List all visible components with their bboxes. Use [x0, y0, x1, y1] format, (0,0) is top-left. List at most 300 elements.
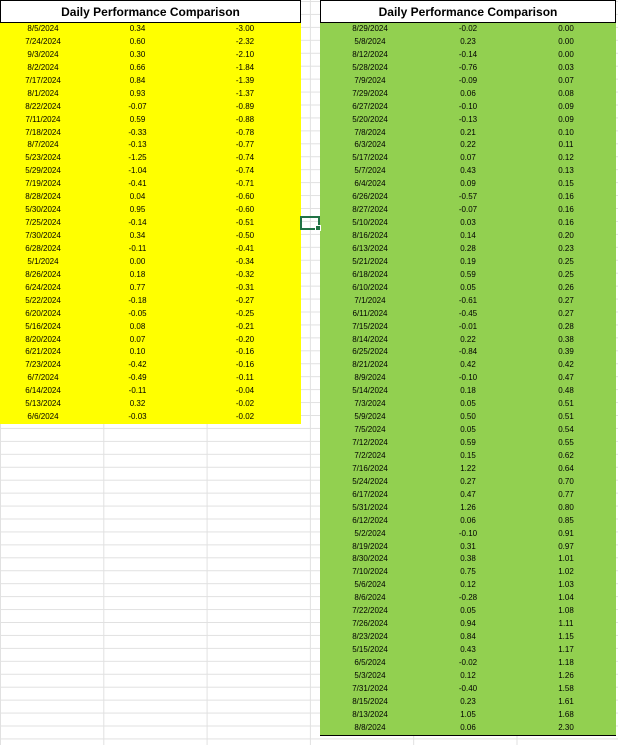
date-cell[interactable]: 7/22/2024 — [352, 606, 388, 616]
table-row[interactable] — [0, 295, 301, 308]
date-cell[interactable]: 8/21/2024 — [352, 360, 388, 370]
table-row[interactable] — [320, 49, 616, 62]
table-row[interactable] — [0, 282, 301, 295]
value-cell[interactable]: 0.75 — [460, 567, 476, 577]
date-cell[interactable]: 8/27/2024 — [352, 205, 388, 215]
comparison-cell[interactable]: 0.28 — [558, 321, 574, 331]
table-row[interactable] — [320, 152, 616, 165]
comparison-cell[interactable]: 0.91 — [558, 528, 574, 538]
comparison-cell[interactable]: -0.02 — [235, 399, 255, 409]
value-cell[interactable]: -0.61 — [458, 295, 478, 305]
value-cell[interactable]: -0.02 — [458, 24, 478, 33]
comparison-cell[interactable]: 0.25 — [558, 256, 574, 266]
table-row[interactable] — [0, 385, 301, 398]
date-cell[interactable]: 7/11/2024 — [25, 114, 61, 124]
date-cell[interactable]: 7/26/2024 — [352, 619, 388, 629]
left-table-title[interactable]: Daily Performance Comparison — [0, 0, 301, 23]
table-row[interactable] — [320, 191, 616, 204]
comparison-cell[interactable]: -0.88 — [235, 114, 255, 124]
comparison-cell[interactable]: 0.55 — [558, 438, 574, 447]
comparison-cell[interactable]: -0.50 — [235, 231, 255, 240]
table-row[interactable] — [320, 618, 616, 631]
comparison-cell[interactable]: 0.97 — [558, 541, 574, 551]
date-cell[interactable]: 6/13/2024 — [352, 243, 388, 253]
comparison-cell[interactable]: 1.01 — [558, 554, 574, 564]
table-row[interactable] — [320, 657, 616, 670]
date-cell[interactable]: 7/16/2024 — [352, 463, 388, 473]
table-row[interactable] — [320, 605, 616, 618]
value-cell[interactable]: 0.05 — [460, 282, 476, 292]
value-cell[interactable]: 1.05 — [460, 709, 476, 719]
value-cell[interactable]: 0.32 — [129, 399, 146, 409]
comparison-cell[interactable]: 1.26 — [558, 670, 574, 680]
date-cell[interactable]: 8/7/2024 — [27, 140, 59, 150]
date-cell[interactable]: 7/23/2024 — [25, 360, 61, 370]
date-cell[interactable]: 5/29/2024 — [25, 166, 61, 176]
comparison-cell[interactable]: 0.13 — [558, 166, 574, 176]
comparison-cell[interactable]: 1.04 — [558, 593, 574, 603]
table-row[interactable] — [0, 88, 301, 101]
table-row[interactable] — [0, 75, 301, 88]
table-row[interactable] — [320, 592, 616, 605]
value-cell[interactable]: 0.59 — [460, 269, 476, 279]
value-cell[interactable]: -0.76 — [458, 62, 478, 72]
date-cell[interactable]: 6/25/2024 — [352, 347, 388, 357]
comparison-cell[interactable]: 0.51 — [558, 412, 574, 422]
date-cell[interactable]: 8/13/2024 — [352, 709, 388, 719]
date-cell[interactable]: 8/14/2024 — [352, 334, 388, 344]
table-row[interactable] — [0, 230, 301, 243]
selected-cell[interactable] — [300, 216, 320, 230]
comparison-cell[interactable]: 0.54 — [558, 425, 574, 435]
table-row[interactable] — [320, 321, 616, 334]
table-row[interactable] — [0, 127, 301, 140]
comparison-cell[interactable]: 1.18 — [558, 657, 574, 667]
value-cell[interactable]: 0.66 — [129, 62, 146, 72]
value-cell[interactable]: 0.59 — [460, 438, 476, 447]
value-cell[interactable]: 0.10 — [129, 347, 146, 357]
value-cell[interactable]: 0.84 — [129, 75, 146, 85]
date-cell[interactable]: 6/26/2024 — [352, 192, 388, 202]
value-cell[interactable]: 0.43 — [460, 166, 476, 176]
table-row[interactable] — [0, 23, 301, 36]
comparison-cell[interactable]: -1.37 — [235, 88, 255, 98]
table-row[interactable] — [320, 541, 616, 554]
comparison-cell[interactable]: 0.47 — [558, 373, 574, 383]
date-cell[interactable]: 8/19/2024 — [352, 541, 388, 551]
comparison-cell[interactable]: -0.11 — [236, 373, 254, 383]
table-row[interactable] — [320, 450, 616, 463]
comparison-cell[interactable]: -0.25 — [235, 308, 255, 318]
date-cell[interactable]: 5/31/2024 — [352, 502, 388, 512]
value-cell[interactable]: 0.07 — [129, 334, 146, 344]
comparison-cell[interactable]: 1.08 — [558, 606, 574, 616]
value-cell[interactable]: 0.22 — [460, 334, 476, 344]
table-row[interactable] — [0, 114, 301, 127]
date-cell[interactable]: 5/15/2024 — [352, 645, 388, 654]
value-cell[interactable]: -0.09 — [458, 75, 478, 85]
date-cell[interactable]: 5/17/2024 — [352, 153, 388, 163]
value-cell[interactable]: -0.14 — [458, 49, 478, 59]
comparison-cell[interactable]: 0.20 — [558, 231, 574, 240]
table-row[interactable] — [0, 152, 301, 165]
date-cell[interactable]: 7/1/2024 — [354, 295, 386, 305]
date-cell[interactable]: 7/8/2024 — [354, 127, 386, 137]
table-row[interactable] — [320, 256, 616, 269]
date-cell[interactable]: 7/3/2024 — [354, 399, 386, 409]
date-cell[interactable]: 5/22/2024 — [25, 295, 61, 305]
date-cell[interactable]: 8/12/2024 — [352, 49, 388, 59]
date-cell[interactable]: 8/30/2024 — [352, 554, 388, 564]
value-cell[interactable]: -0.05 — [128, 308, 147, 318]
value-cell[interactable]: -1.25 — [128, 153, 147, 163]
date-cell[interactable]: 6/3/2024 — [354, 140, 386, 150]
value-cell[interactable]: 0.77 — [129, 282, 146, 292]
table-row[interactable] — [0, 101, 301, 114]
value-cell[interactable]: -0.10 — [458, 101, 478, 111]
table-row[interactable] — [320, 359, 616, 372]
date-cell[interactable]: 5/21/2024 — [352, 256, 388, 266]
table-row[interactable] — [320, 463, 616, 476]
table-row[interactable] — [320, 139, 616, 152]
table-row[interactable] — [0, 165, 301, 178]
table-row[interactable] — [320, 101, 616, 114]
date-cell[interactable]: 7/2/2024 — [354, 450, 386, 460]
date-cell[interactable]: 8/20/2024 — [25, 334, 61, 344]
value-cell[interactable]: 0.18 — [129, 269, 146, 279]
comparison-cell[interactable]: 0.26 — [558, 282, 574, 292]
comparison-cell[interactable]: -0.60 — [235, 205, 255, 215]
value-cell[interactable]: -0.01 — [458, 321, 478, 331]
comparison-cell[interactable]: 1.61 — [558, 696, 574, 706]
value-cell[interactable]: 0.43 — [460, 645, 476, 654]
value-cell[interactable]: 0.05 — [460, 425, 476, 435]
value-cell[interactable]: -0.28 — [458, 593, 478, 603]
date-cell[interactable]: 8/16/2024 — [352, 231, 388, 240]
value-cell[interactable]: 0.84 — [460, 632, 476, 642]
value-cell[interactable]: 0.34 — [129, 24, 146, 33]
comparison-cell[interactable]: -0.89 — [235, 101, 255, 111]
comparison-cell[interactable]: -0.27 — [235, 295, 255, 305]
comparison-cell[interactable]: -0.16 — [235, 347, 255, 357]
table-row[interactable] — [320, 243, 616, 256]
comparison-cell[interactable]: 0.16 — [558, 218, 574, 228]
date-cell[interactable]: 5/28/2024 — [352, 62, 388, 72]
value-cell[interactable]: 0.18 — [460, 386, 476, 396]
comparison-cell[interactable]: 0.03 — [558, 62, 574, 72]
comparison-cell[interactable]: 0.27 — [558, 295, 574, 305]
date-cell[interactable]: 6/5/2024 — [354, 657, 386, 667]
comparison-cell[interactable]: 0.08 — [558, 88, 574, 98]
table-row[interactable] — [320, 36, 616, 49]
value-cell[interactable]: 0.93 — [129, 88, 146, 98]
date-cell[interactable]: 8/9/2024 — [354, 373, 386, 383]
value-cell[interactable]: 0.07 — [460, 153, 476, 163]
date-cell[interactable]: 7/29/2024 — [352, 88, 388, 98]
comparison-cell[interactable]: 0.10 — [558, 127, 574, 137]
value-cell[interactable]: 0.23 — [460, 36, 476, 46]
table-row[interactable] — [0, 398, 301, 411]
table-row[interactable] — [320, 334, 616, 347]
comparison-cell[interactable]: -0.20 — [235, 334, 255, 344]
date-cell[interactable]: 7/12/2024 — [352, 438, 388, 447]
value-cell[interactable]: -0.49 — [128, 373, 147, 383]
table-row[interactable] — [320, 411, 616, 424]
value-cell[interactable]: -0.03 — [128, 412, 147, 422]
table-row[interactable] — [320, 437, 616, 450]
value-cell[interactable]: 0.38 — [460, 554, 476, 564]
comparison-cell[interactable]: 0.42 — [558, 360, 574, 370]
date-cell[interactable]: 7/5/2024 — [354, 425, 386, 435]
date-cell[interactable]: 6/7/2024 — [27, 373, 59, 383]
value-cell[interactable]: -0.13 — [128, 140, 147, 150]
comparison-cell[interactable]: -3.00 — [235, 24, 255, 33]
date-cell[interactable]: 6/27/2024 — [352, 101, 388, 111]
table-row[interactable] — [0, 359, 301, 372]
value-cell[interactable]: 1.26 — [460, 502, 476, 512]
comparison-cell[interactable]: -0.60 — [235, 192, 255, 202]
comparison-cell[interactable]: -0.34 — [235, 256, 255, 266]
date-cell[interactable]: 8/29/2024 — [352, 24, 388, 33]
value-cell[interactable]: 0.08 — [129, 321, 146, 331]
comparison-cell[interactable]: -1.84 — [235, 62, 255, 72]
comparison-cell[interactable]: -0.51 — [235, 218, 255, 228]
table-row[interactable] — [320, 398, 616, 411]
comparison-cell[interactable]: -0.31 — [235, 282, 255, 292]
value-cell[interactable]: -0.10 — [458, 373, 478, 383]
value-cell[interactable]: 0.22 — [460, 140, 476, 150]
date-cell[interactable]: 6/6/2024 — [27, 412, 59, 422]
comparison-cell[interactable]: 2.30 — [558, 722, 574, 732]
value-cell[interactable]: 0.30 — [129, 49, 146, 59]
table-row[interactable] — [320, 424, 616, 437]
right-table-title[interactable]: Daily Performance Comparison — [320, 0, 616, 23]
date-cell[interactable]: 5/14/2024 — [352, 386, 388, 396]
table-row[interactable] — [320, 502, 616, 515]
value-cell[interactable]: 0.06 — [460, 722, 476, 732]
table-row[interactable] — [0, 243, 301, 256]
table-row[interactable] — [320, 644, 616, 657]
comparison-cell[interactable]: 0.77 — [558, 489, 574, 499]
table-row[interactable] — [0, 334, 301, 347]
table-row[interactable] — [320, 62, 616, 75]
comparison-cell[interactable]: -0.78 — [235, 127, 255, 137]
comparison-cell[interactable]: 0.09 — [558, 101, 574, 111]
comparison-cell[interactable]: 0.09 — [558, 114, 574, 124]
value-cell[interactable]: -0.07 — [458, 205, 478, 215]
value-cell[interactable]: -0.33 — [128, 127, 147, 137]
comparison-cell[interactable]: 1.11 — [558, 619, 574, 629]
date-cell[interactable]: 5/13/2024 — [25, 399, 61, 409]
value-cell[interactable]: 0.59 — [129, 114, 146, 124]
table-row[interactable] — [320, 683, 616, 696]
table-row[interactable] — [320, 308, 616, 321]
table-row[interactable] — [320, 88, 616, 101]
table-row[interactable] — [320, 515, 616, 528]
table-row[interactable] — [320, 23, 616, 36]
table-row[interactable] — [320, 385, 616, 398]
value-cell[interactable]: 0.42 — [460, 360, 476, 370]
comparison-cell[interactable]: 0.38 — [558, 334, 574, 344]
value-cell[interactable]: 0.05 — [460, 606, 476, 616]
comparison-cell[interactable]: 0.23 — [558, 243, 574, 253]
value-cell[interactable]: 0.23 — [460, 696, 476, 706]
value-cell[interactable]: 0.47 — [460, 489, 476, 499]
comparison-cell[interactable]: 0.25 — [558, 269, 574, 279]
value-cell[interactable]: 0.21 — [460, 127, 476, 137]
comparison-cell[interactable]: 0.80 — [558, 502, 574, 512]
table-row[interactable] — [320, 372, 616, 385]
comparison-cell[interactable]: -0.04 — [235, 386, 255, 396]
comparison-cell[interactable]: 0.51 — [558, 399, 574, 409]
date-cell[interactable]: 6/18/2024 — [352, 269, 388, 279]
date-cell[interactable]: 7/19/2024 — [25, 179, 61, 189]
date-cell[interactable]: 6/10/2024 — [352, 282, 388, 292]
comparison-cell[interactable]: 0.16 — [558, 205, 574, 215]
comparison-cell[interactable]: -0.71 — [235, 179, 255, 189]
date-cell[interactable]: 7/24/2024 — [25, 36, 61, 46]
date-cell[interactable]: 7/17/2024 — [25, 75, 61, 85]
date-cell[interactable]: 5/8/2024 — [354, 36, 386, 46]
date-cell[interactable]: 7/31/2024 — [352, 683, 388, 693]
table-row[interactable] — [320, 476, 616, 489]
date-cell[interactable]: 6/17/2024 — [352, 489, 388, 499]
table-row[interactable] — [320, 709, 616, 722]
comparison-cell[interactable]: 0.27 — [558, 308, 574, 318]
value-cell[interactable]: -0.40 — [458, 683, 478, 693]
date-cell[interactable]: 6/12/2024 — [352, 515, 388, 525]
value-cell[interactable]: 0.09 — [460, 179, 476, 189]
comparison-cell[interactable]: 0.00 — [558, 24, 574, 33]
date-cell[interactable]: 8/5/2024 — [27, 24, 59, 33]
table-row[interactable] — [320, 230, 616, 243]
table-row[interactable] — [320, 696, 616, 709]
value-cell[interactable]: -0.42 — [128, 360, 147, 370]
date-cell[interactable]: 5/3/2024 — [354, 670, 386, 680]
date-cell[interactable]: 5/16/2024 — [25, 321, 61, 331]
table-row[interactable] — [320, 528, 616, 541]
date-cell[interactable]: 5/10/2024 — [352, 218, 388, 228]
comparison-cell[interactable]: 1.02 — [558, 567, 574, 577]
date-cell[interactable]: 8/23/2024 — [352, 632, 388, 642]
value-cell[interactable]: 0.60 — [129, 36, 146, 46]
table-row[interactable] — [320, 722, 616, 736]
comparison-cell[interactable]: 0.48 — [558, 386, 574, 396]
date-cell[interactable]: 8/28/2024 — [25, 192, 61, 202]
value-cell[interactable]: -0.57 — [458, 192, 478, 202]
table-row[interactable] — [320, 579, 616, 592]
value-cell[interactable]: -0.02 — [458, 657, 478, 667]
date-cell[interactable]: 6/20/2024 — [25, 308, 61, 318]
value-cell[interactable]: -0.41 — [128, 179, 147, 189]
table-row[interactable] — [320, 75, 616, 88]
comparison-cell[interactable]: 0.85 — [558, 515, 574, 525]
date-cell[interactable]: 5/1/2024 — [27, 256, 59, 266]
date-cell[interactable]: 8/22/2024 — [25, 101, 61, 111]
value-cell[interactable]: 0.05 — [460, 399, 476, 409]
table-row[interactable] — [0, 269, 301, 282]
comparison-cell[interactable]: -0.16 — [235, 360, 255, 370]
table-row[interactable] — [320, 670, 616, 683]
table-row[interactable] — [320, 282, 616, 295]
value-cell[interactable]: -0.11 — [128, 243, 147, 253]
table-row[interactable] — [0, 204, 301, 217]
value-cell[interactable]: -0.11 — [128, 386, 147, 396]
date-cell[interactable]: 6/14/2024 — [25, 386, 61, 396]
date-cell[interactable]: 5/30/2024 — [25, 205, 61, 215]
value-cell[interactable]: -0.14 — [128, 218, 147, 228]
date-cell[interactable]: 8/8/2024 — [354, 722, 386, 732]
table-row[interactable] — [320, 217, 616, 230]
table-row[interactable] — [320, 346, 616, 359]
comparison-cell[interactable]: 1.58 — [558, 683, 574, 693]
date-cell[interactable]: 8/2/2024 — [27, 62, 59, 72]
table-row[interactable] — [0, 36, 301, 49]
table-row[interactable] — [0, 178, 301, 191]
value-cell[interactable]: 0.19 — [460, 256, 476, 266]
date-cell[interactable]: 7/30/2024 — [25, 231, 61, 240]
comparison-cell[interactable]: -2.10 — [235, 49, 255, 59]
date-cell[interactable]: 7/18/2024 — [25, 127, 61, 137]
comparison-cell[interactable]: 0.62 — [558, 450, 574, 460]
table-row[interactable] — [0, 62, 301, 75]
comparison-cell[interactable]: 0.64 — [558, 463, 574, 473]
date-cell[interactable]: 6/28/2024 — [25, 243, 61, 253]
value-cell[interactable]: 1.22 — [460, 463, 476, 473]
date-cell[interactable]: 5/6/2024 — [354, 580, 386, 590]
comparison-cell[interactable]: 0.11 — [558, 140, 574, 150]
comparison-cell[interactable]: -0.74 — [235, 153, 255, 163]
table-row[interactable] — [320, 204, 616, 217]
comparison-cell[interactable]: -0.74 — [235, 166, 255, 176]
value-cell[interactable]: 0.06 — [460, 515, 476, 525]
value-cell[interactable]: -0.13 — [458, 114, 478, 124]
table-row[interactable] — [320, 553, 616, 566]
date-cell[interactable]: 7/10/2024 — [352, 567, 388, 577]
comparison-cell[interactable]: -1.39 — [235, 75, 255, 85]
comparison-cell[interactable]: 0.00 — [558, 49, 574, 59]
comparison-cell[interactable]: 1.17 — [558, 645, 574, 654]
value-cell[interactable]: -0.10 — [458, 528, 478, 538]
table-row[interactable] — [0, 49, 301, 62]
value-cell[interactable]: 0.06 — [460, 88, 476, 98]
date-cell[interactable]: 5/2/2024 — [354, 528, 386, 538]
comparison-cell[interactable]: 0.15 — [558, 179, 574, 189]
comparison-cell[interactable]: -0.32 — [235, 269, 255, 279]
date-cell[interactable]: 9/3/2024 — [27, 49, 59, 59]
date-cell[interactable]: 6/24/2024 — [25, 282, 61, 292]
date-cell[interactable]: 8/6/2024 — [354, 593, 386, 603]
value-cell[interactable]: -0.84 — [458, 347, 478, 357]
table-row[interactable] — [0, 411, 301, 424]
table-row[interactable] — [320, 489, 616, 502]
comparison-cell[interactable]: -0.21 — [235, 321, 255, 331]
table-row[interactable] — [320, 631, 616, 644]
comparison-cell[interactable]: 0.12 — [558, 153, 574, 163]
value-cell[interactable]: -0.18 — [128, 295, 147, 305]
value-cell[interactable]: 0.50 — [460, 412, 476, 422]
date-cell[interactable]: 7/9/2024 — [354, 75, 386, 85]
value-cell[interactable]: 0.28 — [460, 243, 476, 253]
value-cell[interactable]: 0.12 — [460, 580, 476, 590]
table-row[interactable] — [320, 295, 616, 308]
value-cell[interactable]: -0.45 — [458, 308, 478, 318]
comparison-cell[interactable]: 0.70 — [558, 476, 574, 486]
date-cell[interactable]: 5/23/2024 — [25, 153, 61, 163]
date-cell[interactable]: 5/24/2024 — [352, 476, 388, 486]
comparison-cell[interactable]: 1.03 — [558, 580, 574, 590]
date-cell[interactable]: 5/7/2024 — [354, 166, 386, 176]
